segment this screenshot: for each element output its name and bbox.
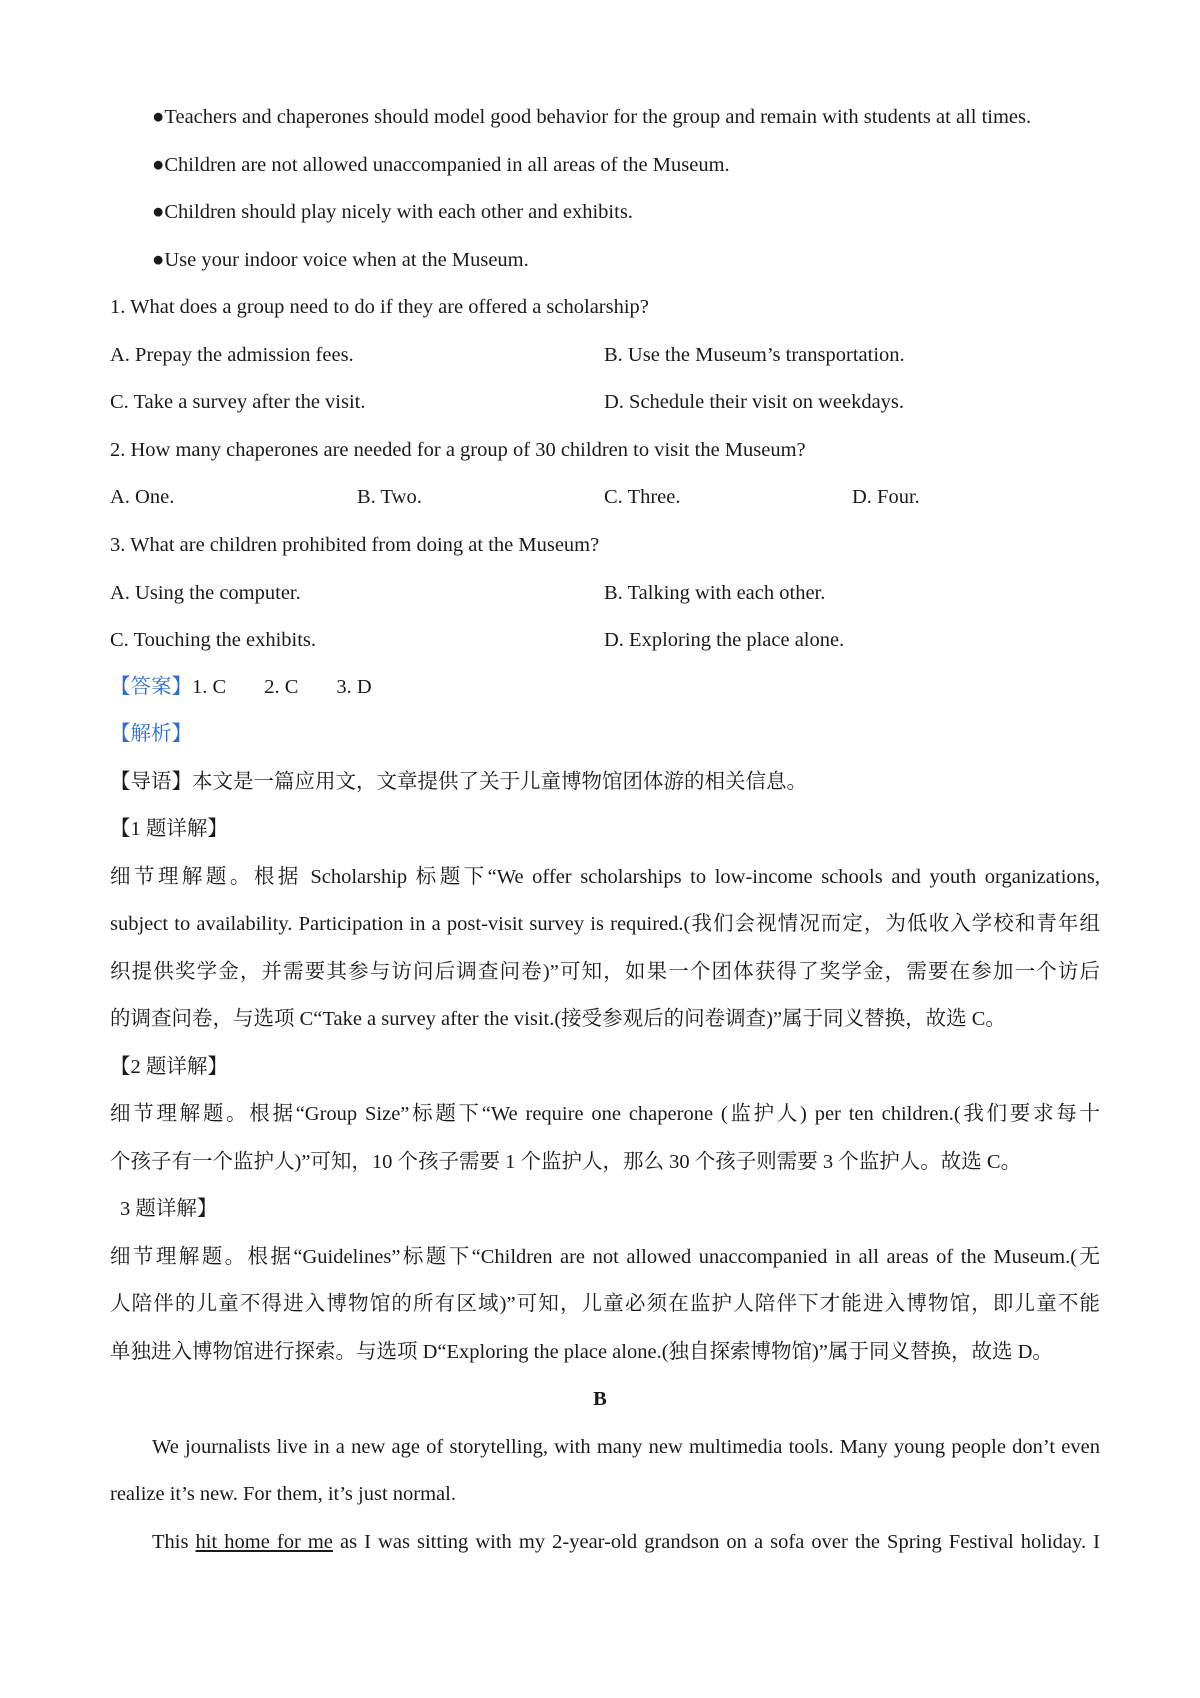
question-option: A. Using the computer. <box>110 582 301 604</box>
passage-text: This <box>152 1531 196 1553</box>
guideline-item: ●Children should play nicely with each other and exhibits. <box>152 201 633 223</box>
question-stem: 3. What are children prohibited from doing at the Museum? <box>110 534 600 556</box>
passage-text: as I was sitting with my 2-year-old grandson on a sofa over the Spring Festival holiday. I <box>332 1531 1100 1553</box>
question-option: B. Talking with each other. <box>604 582 826 604</box>
detail-heading: 3 题详解】 <box>120 1198 218 1220</box>
answer-line <box>110 677 372 698</box>
guideline-item: ●Children are not allowed unaccompanied in all areas of the Museum. <box>152 154 730 176</box>
detail-line: 织提供奖学金，并需要其参与访问后调查问卷)”可知，如果一个团体获得了奖学金，需要在参加一个访后 <box>110 961 1100 983</box>
section-title: B <box>593 1388 607 1410</box>
question-stem: 2. How many chaperones are needed for a group of 30 children to visit the Museum? <box>110 439 806 461</box>
guideline-item: ●Use your indoor voice when at the Museum. <box>152 249 529 271</box>
detail-line: subject to availability. Participation in a post-visit survey is required.(我们会视情况而定，为低收入学校和青年组 <box>110 913 1100 935</box>
intro-text: 【导语】本文是一篇应用文，文章提供了关于儿童博物馆团体游的相关信息。 <box>110 771 807 793</box>
question-option: D. Schedule their visit on weekdays. <box>604 391 905 413</box>
answer-label: 【答案】 <box>110 676 192 698</box>
question-option: C. Touching the exhibits. <box>110 629 317 651</box>
passage-line <box>152 1532 1100 1553</box>
question-option: D. Exploring the place alone. <box>604 629 845 651</box>
detail-line: 单独进入博物馆进行探索。与选项 D“Exploring the place alone.(独自探索博物馆)”属于同义替换，故选 D。 <box>110 1341 1053 1363</box>
detail-line: 人陪伴的儿童不得进入博物馆的所有区域)”可知，儿童必须在监护人陪伴下才能进入博物馆，即儿童不能 <box>110 1293 1100 1315</box>
detail-line: 细节理解题。根据“Guidelines”标题下“Children are not allowed unaccompanied in all areas of the Museum.(无 <box>110 1246 1100 1268</box>
detail-line: 的调查问卷，与选项 C“Take a survey after the visit.(接受参观后的问卷调查)”属于同义替换，故选 C。 <box>110 1008 1006 1030</box>
question-option: C. Take a survey after the visit. <box>110 391 366 413</box>
question-option: D. Four. <box>852 486 920 508</box>
detail-heading: 【2 题详解】 <box>110 1056 228 1078</box>
underlined-phrase: hit home for me <box>195 1531 333 1553</box>
question-stem: 1. What does a group need to do if they are offered a scholarship? <box>110 296 649 318</box>
answer-item: 3. D <box>336 676 372 698</box>
analysis-label: 【解析】 <box>110 723 192 745</box>
question-option: C. Three. <box>604 486 681 508</box>
question-option: B. Use the Museum’s transportation. <box>604 344 905 366</box>
question-option: B. Two. <box>357 486 422 508</box>
detail-line: 个孩子有一个监护人)”可知，10 个孩子需要 1 个监护人，那么 30 个孩子则需要 3 个监护人。故选 C。 <box>110 1151 1022 1173</box>
detail-line: 细节理解题。根据“Group Size”标题下“We require one chaperone (监护人) per ten children.(我们要求每十 <box>110 1103 1100 1125</box>
answer-item: 1. C <box>192 676 227 698</box>
detail-line: 细节理解题。根据 Scholarship 标题下“We offer scholarships to low-income schools and youth organizations, <box>110 866 1100 888</box>
answer-item: 2. C <box>264 676 299 698</box>
passage-line: realize it’s new. For them, it’s just normal. <box>110 1483 456 1505</box>
detail-heading: 【1 题详解】 <box>110 818 228 840</box>
question-option: A. One. <box>110 486 175 508</box>
passage-line: We journalists live in a new age of storytelling, with many new multimedia tools. Many young people don’t even <box>152 1436 1100 1458</box>
guideline-item: ●Teachers and chaperones should model good behavior for the group and remain with students at all times. <box>152 106 1032 128</box>
question-option: A. Prepay the admission fees. <box>110 344 354 366</box>
